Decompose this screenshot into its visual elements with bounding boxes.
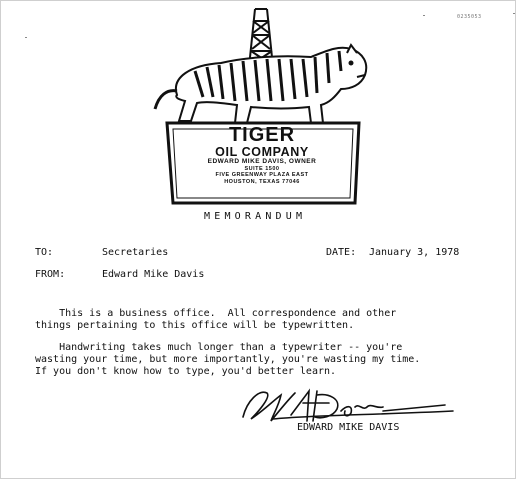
from-label: FROM: [35,269,66,280]
body-paragraph-1-line-2: things pertaining to this office will be typewritten. [35,320,355,331]
from-value: Edward Mike Davis [102,269,205,280]
scan-speck [25,37,27,38]
body-paragraph-1-line-1: This is a business office. All correspondence and other [35,308,397,319]
signer-name: EDWARD MIKE DAVIS [297,422,400,433]
body-paragraph-2-line-3: If you don't know how to type, you'd better learn. [35,366,337,377]
letterhead-text [171,125,353,185]
street-line: FIVE GREENWAY PLAZA EAST [215,172,309,178]
body-paragraph-2-line-2: wasting your time, but more importantly, you're wasting my time. [35,354,421,365]
to-label: TO: [35,247,54,258]
date-label: DATE: [326,247,357,258]
suite-line: SUITE 1500 [244,165,280,172]
company-name: TIGER [228,124,296,146]
company-subtitle: OIL COMPANY [215,145,309,159]
document-id: 0235053 [457,14,482,20]
body-paragraph-2-line-1: Handwriting takes much longer than a typewriter -- you're [35,342,403,353]
owner-line: EDWARD MIKE DAVIS, OWNER [207,158,317,165]
to-value: Secretaries [102,247,169,258]
scan-speck [513,13,515,14]
scan-speck [423,15,425,16]
city-line: HOUSTON, TEXAS 77046 [224,178,300,185]
date-value: January 3, 1978 [369,247,460,258]
memo-title: MEMORANDUM [204,211,307,222]
